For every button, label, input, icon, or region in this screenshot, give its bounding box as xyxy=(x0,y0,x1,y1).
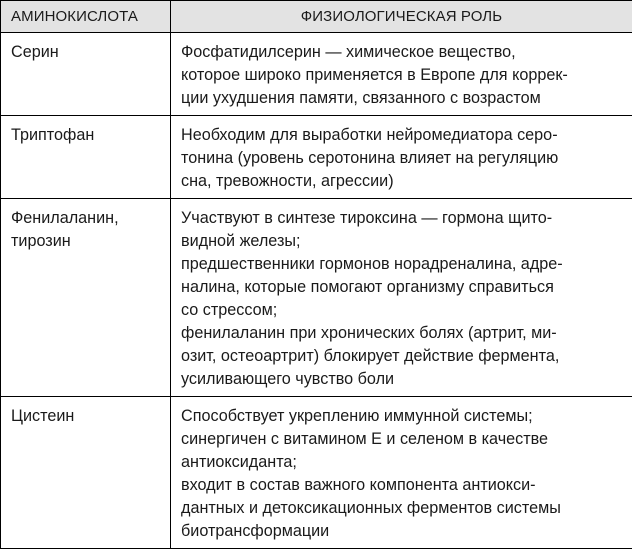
header-physiological-role: ФИЗИОЛОГИЧЕСКАЯ РОЛЬ xyxy=(171,1,632,33)
role-cell xyxy=(171,199,632,397)
role-text-line: Участвуют в синтезе тироксина — гормона щито- xyxy=(181,207,626,230)
table-row xyxy=(1,116,632,199)
role-text-line: видной железы; xyxy=(181,230,626,253)
table-header-row xyxy=(1,1,632,33)
amino-acid-name: Серин xyxy=(11,41,160,64)
role-text-line: сна, тревожности, агрессии) xyxy=(181,170,626,193)
amino-acid-name: тирозин xyxy=(11,230,160,253)
role-text-line: синергичен с витамином Е и селеном в качестве xyxy=(181,428,626,451)
role-cell xyxy=(171,116,632,199)
role-text-line: биотрансформации xyxy=(181,520,626,543)
amino-acid-name: Фенилаланин, xyxy=(11,207,160,230)
role-text-line: Необходим для выработки нейромедиатора серо- xyxy=(181,124,626,147)
role-cell xyxy=(171,33,632,116)
role-text-line: усиливающего чувство боли xyxy=(181,368,626,391)
role-text-line: антиоксиданта; xyxy=(181,451,626,474)
role-text-line: предшественники гормонов норадреналина, адре- xyxy=(181,253,626,276)
role-text-line: Способствует укреплению иммунной системы; xyxy=(181,405,626,428)
role-text-line: со стрессом; xyxy=(181,299,626,322)
role-text-line: Фосфатидилсерин — химическое вещество, xyxy=(181,41,626,64)
role-text-line: налина, которые помогают организму справиться xyxy=(181,276,626,299)
amino-acid-cell xyxy=(1,199,171,397)
amino-acid-cell xyxy=(1,33,171,116)
table-row xyxy=(1,199,632,397)
table-row xyxy=(1,397,632,549)
role-text-line: дантных и детоксикационных ферментов системы xyxy=(181,497,626,520)
role-text-line: фенилаланин при хронических болях (артрит, ми- xyxy=(181,322,626,345)
role-text-line: озит, остеоартрит) блокирует действие фермента, xyxy=(181,345,626,368)
amino-acid-cell xyxy=(1,397,171,549)
amino-acid-name: Триптофан xyxy=(11,124,160,147)
role-cell xyxy=(171,397,632,549)
amino-acid-cell xyxy=(1,116,171,199)
role-text-line: входит в состав важного компонента антиокси- xyxy=(181,474,626,497)
role-text-line: ции ухудшения памяти, связанного с возрастом xyxy=(181,87,626,110)
role-text-line: которое широко применяется в Европе для коррек- xyxy=(181,64,626,87)
header-amino-acid: АМИНОКИСЛОТА xyxy=(1,1,171,33)
amino-acid-name: Цистеин xyxy=(11,405,160,428)
role-text-line: тонина (уровень серотонина влияет на регуляцию xyxy=(181,147,626,170)
table-row xyxy=(1,33,632,116)
